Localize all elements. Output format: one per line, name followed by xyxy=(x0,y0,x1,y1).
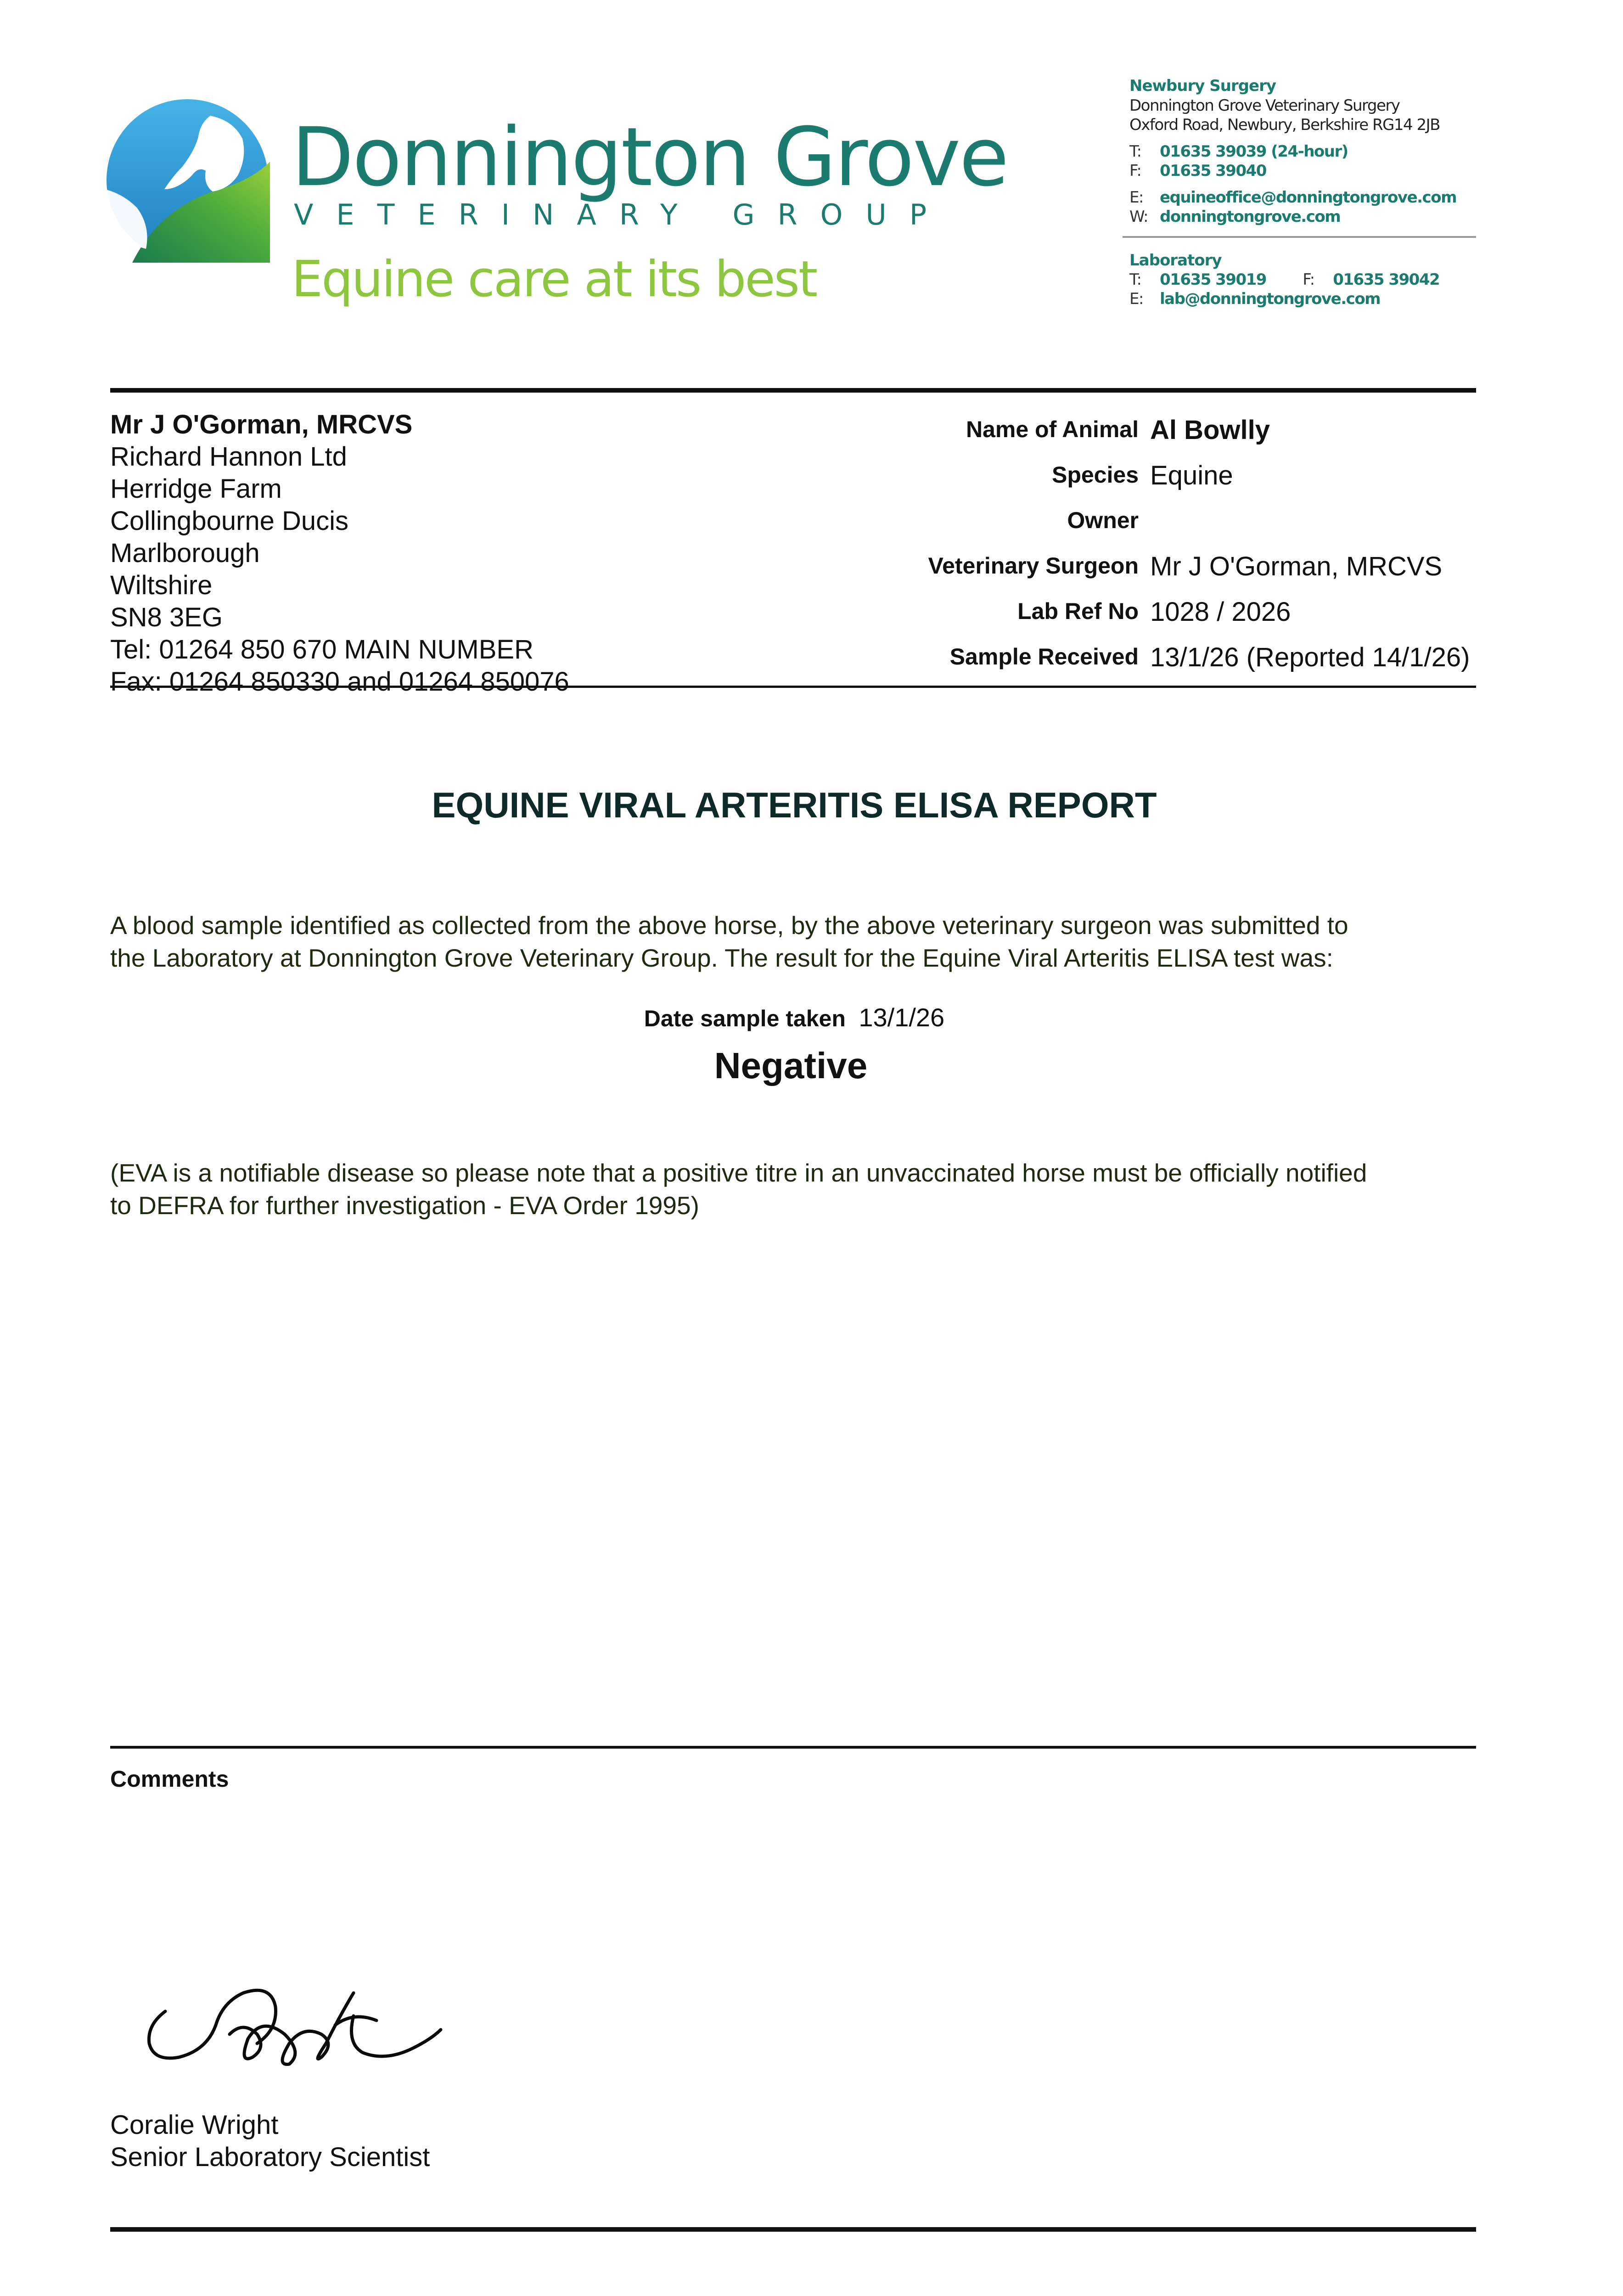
surgery-fax xyxy=(1129,163,1266,179)
labref-label: Lab Ref No xyxy=(1017,598,1139,624)
lab-title: Laboratory xyxy=(1129,251,1222,270)
surgery-name: Donnington Grove Veterinary Surgery xyxy=(1129,96,1400,115)
date-taken-value: 13/1/26 xyxy=(859,1003,945,1032)
email-label: E: xyxy=(1129,188,1143,207)
vet-label: Veterinary Surgeon xyxy=(928,553,1139,579)
surgery-address: Oxford Road, Newbury, Berkshire RG14 2JB xyxy=(1129,116,1440,134)
lab-email-row xyxy=(1129,291,1380,307)
tel-value[interactable]: 01635 39039 (24-hour) xyxy=(1160,142,1348,161)
surgery-email xyxy=(1129,190,1456,205)
comments-label: Comments xyxy=(110,1766,229,1792)
surgery-web xyxy=(1129,209,1340,225)
animal-label: Name of Animal xyxy=(966,416,1139,442)
received-value: 13/1/26 (Reported 14/1/26) xyxy=(1150,642,1470,672)
intro-line: the Laboratory at Donnington Grove Veterinary Group. The result for the Equine Viral Arteritis ELISA test was: xyxy=(110,944,1333,972)
surgery-title: Newbury Surgery xyxy=(1129,77,1276,95)
web-label: W: xyxy=(1129,208,1148,226)
note-line: to DEFRA for further investigation - EVA Order 1995) xyxy=(110,1191,699,1220)
vet-value: Mr J O'Gorman, MRCVS xyxy=(1150,551,1443,581)
recipient-name: Mr J O'Gorman, MRCVS xyxy=(110,410,413,439)
report-title: EQUINE VIRAL ARTERITIS ELISA REPORT xyxy=(432,785,1157,825)
address-line: SN8 3EG xyxy=(110,602,223,632)
contact-divider xyxy=(1123,236,1476,238)
animal-value: Al Bowlly xyxy=(1150,415,1270,445)
intro-paragraph xyxy=(110,909,1478,974)
species-value: Equine xyxy=(1150,461,1233,490)
top-rule xyxy=(110,388,1476,393)
lab-fax-label: F: xyxy=(1303,270,1314,289)
signatory-role: Senior Laboratory Scientist xyxy=(110,2142,430,2172)
owner-label: Owner xyxy=(1067,507,1139,533)
surgery-tel xyxy=(1129,144,1348,159)
lab-email-link[interactable]: lab@donningtongrove.com xyxy=(1160,290,1381,308)
brand-tagline: Equine care at its best xyxy=(292,251,817,308)
address-line: Herridge Farm xyxy=(110,474,282,504)
brand-name: Donnington Grove xyxy=(292,110,1008,204)
tel-label: T: xyxy=(1129,142,1141,161)
address-line: Richard Hannon Ltd xyxy=(110,442,347,472)
lab-email-label: E: xyxy=(1129,290,1143,308)
notifiable-note xyxy=(110,1157,1478,1222)
intro-line: A blood sample identified as collected from the above horse, by the above veterinary surgeon was submitted to xyxy=(110,911,1348,940)
lab-phone-row xyxy=(1129,272,1439,287)
note-line: (EVA is a notifiable disease so please note that a positive titre in an unvaccinated horse must be officially notified xyxy=(110,1159,1367,1187)
address-line: Collingbourne Ducis xyxy=(110,506,349,536)
brand-subtitle: VETERINARY GROUP xyxy=(294,198,950,231)
comments-rule xyxy=(110,1746,1476,1749)
test-result: Negative xyxy=(714,1045,868,1086)
address-line: Marlborough xyxy=(110,538,260,568)
email-link[interactable]: equineoffice@donningtongrove.com xyxy=(1160,188,1456,207)
web-link[interactable]: donningtongrove.com xyxy=(1160,208,1341,226)
bottom-rule xyxy=(110,2227,1476,2232)
address-line: Fax: 01264 850330 and 01264 850076 xyxy=(110,667,569,697)
address-line: Wiltshire xyxy=(110,570,213,600)
address-line: Tel: 01264 850 670 MAIN NUMBER xyxy=(110,635,534,664)
date-taken-label: Date sample taken xyxy=(644,1006,846,1031)
date-taken-row xyxy=(0,1002,1589,1032)
species-label: Species xyxy=(1051,462,1139,488)
lab-fax-value: 01635 39042 xyxy=(1333,270,1440,289)
fax-value: 01635 39040 xyxy=(1160,162,1266,180)
logo-icon xyxy=(105,97,270,263)
received-label: Sample Received xyxy=(949,644,1139,670)
signature xyxy=(138,1965,450,2085)
recipient-address xyxy=(110,409,615,697)
lab-tel-value[interactable]: 01635 39019 xyxy=(1160,270,1266,289)
signatory-name: Coralie Wright xyxy=(110,2110,279,2140)
labref-value: 1028 / 2026 xyxy=(1150,597,1291,627)
lab-tel-label: T: xyxy=(1129,270,1141,289)
fax-label: F: xyxy=(1129,162,1141,180)
